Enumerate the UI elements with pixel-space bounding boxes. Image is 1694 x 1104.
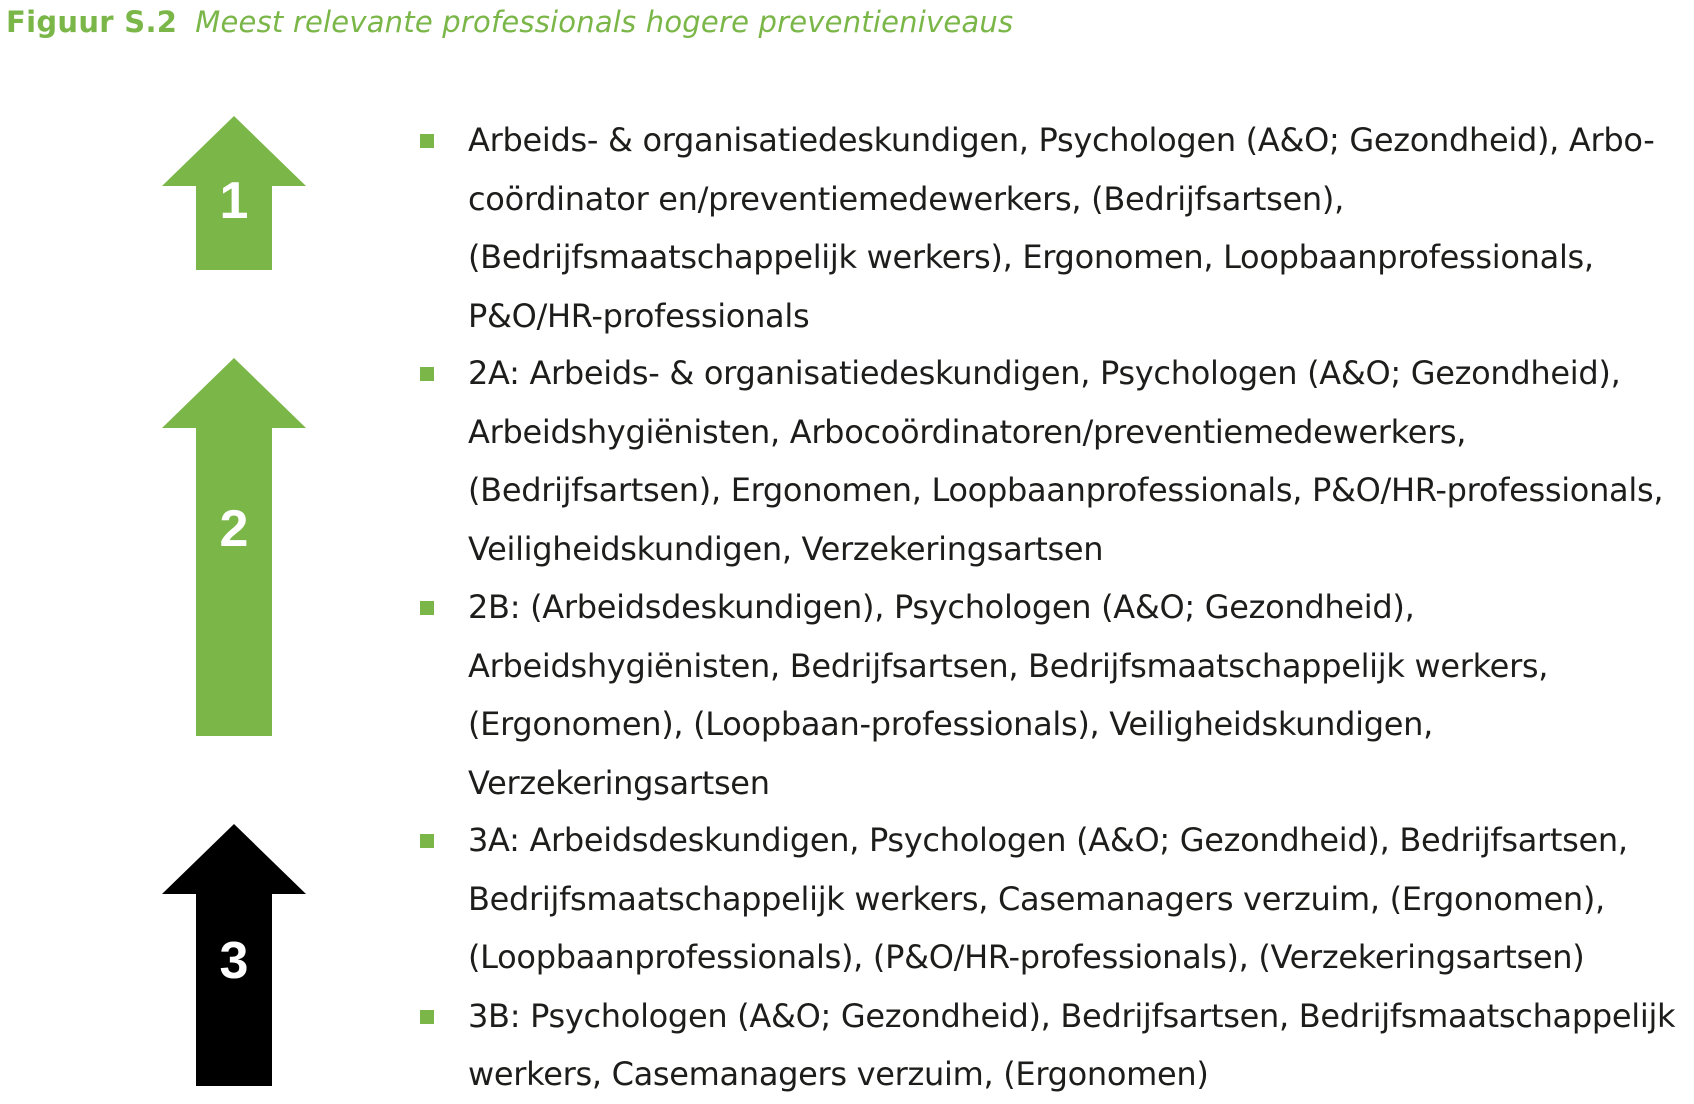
level-1-number: 1 [219,172,249,230]
list-item [418,811,1688,987]
bullet-square-icon [420,601,434,615]
bullet-square-icon [420,834,434,848]
level-2-list [418,344,1688,812]
level-3-arrow-icon [162,824,306,1086]
bullet-square-icon [420,134,434,148]
list-item-text: 2A: Arbeids- & organisatiedeskundigen, Psychologen (A&O; Gezondheid), Arbeidshygiënisten, Arbocoördinatoren/preventiemedewerkers, (Bedrijfsartsen), Ergonomen, Loopbaanprofessionals, P&O/HR-professionals, Veiligheidskundigen, Verzekeringsartsen [468,354,1664,568]
figure-caption: Meest relevante professionals hogere preventieniveaus [195,5,1014,39]
bullet-square-icon [420,367,434,381]
list-item [418,344,1688,578]
level-1-arrow-icon [162,116,306,270]
list-item [418,578,1688,812]
level-2-arrow-icon [162,358,306,736]
level-1-list [418,111,1688,345]
list-item-text: 3A: Arbeidsdeskundigen, Psychologen (A&O; Gezondheid), Bedrijfsartsen, Bedrijfsmaatschappelijk werkers, Casemanagers verzuim, (Ergonomen), (Loopbaanprofessionals), (P&O/HR-professionals), (Verzekeringsartsen) [468,821,1628,976]
figure-label: Figuur S.2 [6,5,178,39]
level-2-number: 2 [219,500,249,558]
level-3-number: 3 [219,932,249,990]
list-item-text: 3B: Psychologen (A&O; Gezondheid), Bedrijfsartsen, Bedrijfsmaatschappelijk werkers, Casemanagers verzuim, (Ergonomen) [468,996,1676,1093]
list-item [418,111,1688,345]
figure-title [6,2,1013,42]
list-item-text: 2B: (Arbeidsdeskundigen), Psychologen (A&O; Gezondheid), Arbeidshygiënisten, Bedrijfsartsen, Bedrijfsmaatschappelijk werkers, (Ergonomen), (Loopbaan-professionals), Veiligheidskundigen, Verzekeringsartsen [468,588,1549,802]
list-item [418,987,1688,1104]
list-item-text: Arbeids- & organisatiedeskundigen, Psychologen (A&O; Gezondheid), Arbo-coördinator en/preventiemedewerkers, (Bedrijfsartsen), (Bedrijfsmaatschappelijk werkers), Ergonomen, Loopbaanprofessionals, P&O/HR-professionals [468,121,1655,335]
bullet-square-icon [420,1010,434,1024]
level-3-list [418,811,1688,1104]
